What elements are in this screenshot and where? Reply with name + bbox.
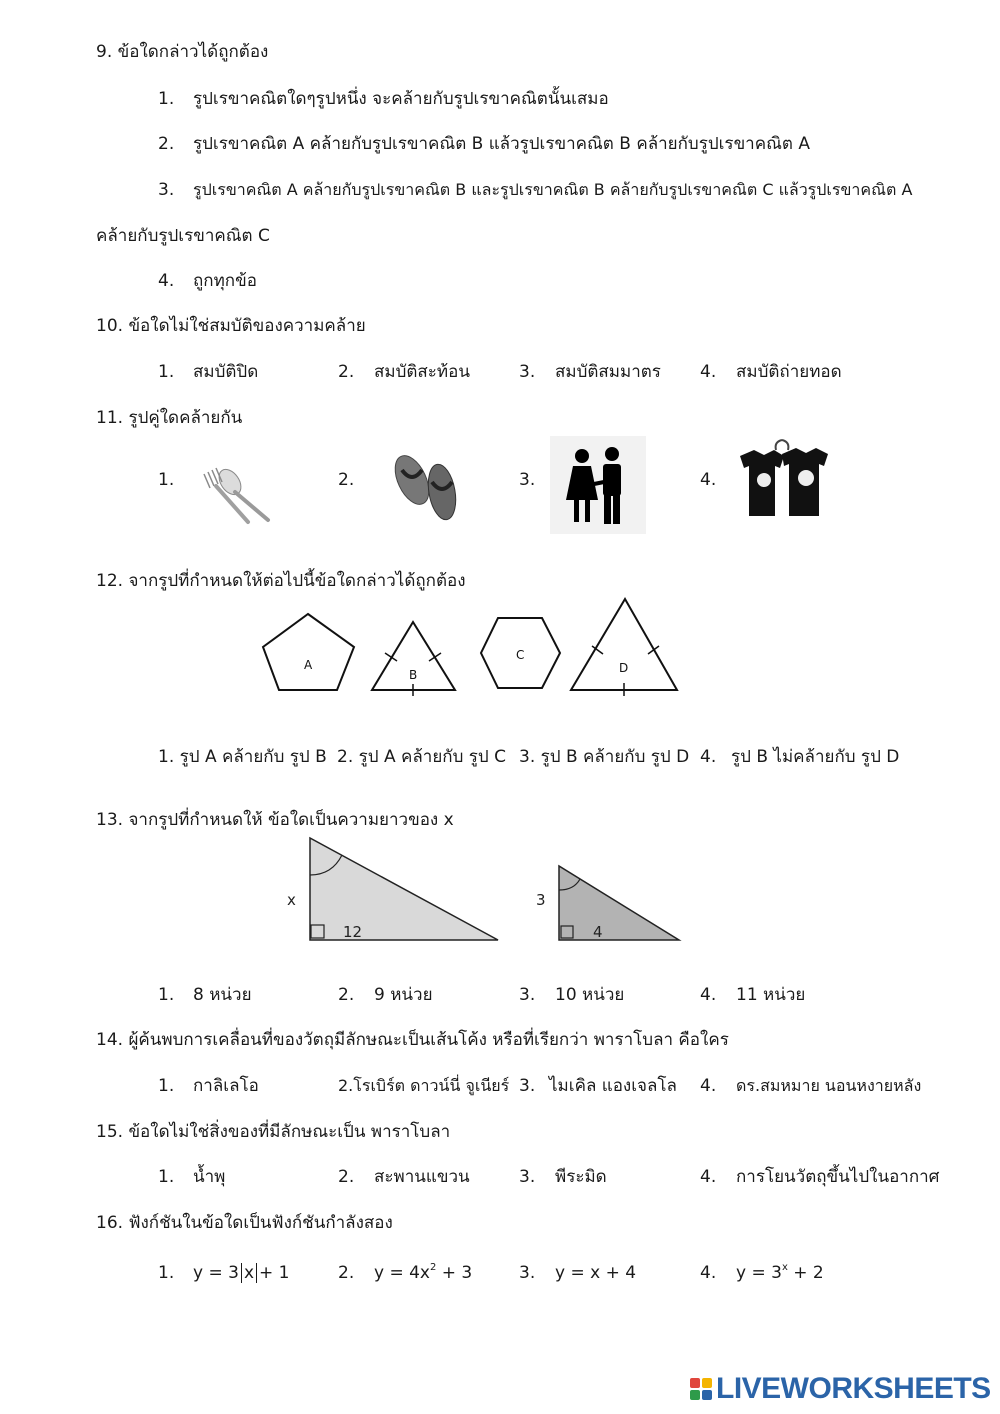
label-x: x bbox=[287, 891, 296, 909]
q13-option-2: 9 หน่วย bbox=[374, 985, 433, 1005]
q9-option-2: รูปเรขาคณิต A คล้ายกับรูปเรขาคณิต B แล้วรูปเรขาคณิต B คล้ายกับรูปเรขาคณิต A bbox=[193, 134, 810, 154]
q15-option-3: พีระมิด bbox=[555, 1167, 607, 1187]
option-number: 1. bbox=[158, 89, 175, 109]
q10-option-3: สมบัติสมมาตร bbox=[555, 362, 661, 382]
option-number: 4. bbox=[700, 985, 717, 1005]
question-11: 11. รูปคู่ใดคล้ายกัน bbox=[96, 408, 243, 428]
option-number: 1. bbox=[158, 985, 175, 1005]
q13-option-1: 8 หน่วย bbox=[193, 985, 252, 1005]
q13-option-3: 10 หน่วย bbox=[555, 985, 625, 1005]
q9-option-3-continued: คล้ายกับรูปเรขาคณิต C bbox=[96, 226, 270, 246]
option-number: 1. bbox=[158, 362, 175, 382]
q9-option-3: รูปเรขาคณิต A คล้ายกับรูปเรขาคณิต B และรูปเรขาคณิต B คล้ายกับรูปเรขาคณิต C แล้วรูปเรขาคณิต A bbox=[193, 180, 913, 199]
q15-option-4: การโยนวัตถุขึ้นไปในอากาศ bbox=[736, 1167, 940, 1187]
option-number: 2. bbox=[338, 362, 355, 382]
option-number: 2. bbox=[158, 134, 175, 154]
option-number: 2. bbox=[338, 1263, 355, 1283]
option-number: 3. bbox=[519, 985, 536, 1005]
q16-option-3: y = x + 4 bbox=[555, 1263, 637, 1283]
q13-option-4: 11 หน่วย bbox=[736, 985, 806, 1005]
couple-tshirts-image bbox=[732, 436, 832, 526]
option-number: 1. bbox=[158, 1167, 175, 1187]
question-9: 9. ข้อใดกล่าวได้ถูกต้อง bbox=[96, 42, 269, 62]
small-triangle bbox=[559, 866, 679, 940]
q14-option-4: ดร.สมหมาย นอนหงายหลัง bbox=[736, 1076, 922, 1095]
pentagon-a bbox=[263, 614, 354, 690]
option-number: 1. bbox=[158, 470, 175, 490]
option-number: 3. bbox=[519, 1076, 536, 1096]
option-number: 3. bbox=[519, 1263, 536, 1283]
shape-label-a: A bbox=[304, 658, 313, 672]
question-16: 16. ฟังก์ชันในข้อใดเป็นฟังก์ชันกำลังสอง bbox=[96, 1213, 393, 1233]
shape-label-d: D bbox=[619, 661, 629, 675]
option-number: 3. bbox=[158, 180, 175, 200]
shape-label-c: C bbox=[516, 648, 525, 662]
q12-shapes-figure bbox=[255, 595, 685, 700]
label-12: 12 bbox=[343, 923, 363, 941]
option-number: 4. bbox=[700, 1076, 717, 1096]
q10-option-1: สมบัติปิด bbox=[193, 362, 259, 382]
option-number: 1. bbox=[158, 1076, 175, 1096]
option-number: 1. bbox=[158, 1263, 175, 1283]
q12-option-4: รูป B ไม่คล้ายกับ รูป D bbox=[731, 747, 900, 767]
q14-option-1: กาลิเลโอ bbox=[193, 1076, 259, 1096]
option-number: 2. bbox=[338, 470, 355, 490]
couple-icon bbox=[550, 436, 646, 534]
triangle-d bbox=[571, 599, 677, 690]
q14-option-2: 2.โรเบิร์ต ดาวน์นี่ จูเนียร์ bbox=[338, 1076, 510, 1095]
option-number: 3. bbox=[519, 1167, 536, 1187]
q9-option-4: ถูกทุกข้อ bbox=[193, 271, 257, 291]
q15-option-2: สะพานแขวน bbox=[374, 1167, 470, 1187]
q13-triangles-figure bbox=[280, 835, 690, 945]
q12-option-3: 3. รูป B คล้ายกับ รูป D bbox=[519, 747, 690, 767]
fork-spoon-image bbox=[190, 462, 280, 552]
brand-text: LIVEWORKSHEETS bbox=[716, 1372, 991, 1405]
q15-option-1: น้ำพุ bbox=[193, 1167, 226, 1187]
label-3: 3 bbox=[536, 891, 546, 909]
option-number: 4. bbox=[700, 362, 717, 382]
q10-option-4: สมบัติถ่ายทอด bbox=[736, 362, 842, 382]
q12-option-1: 1. รูป A คล้ายกับ รูป B bbox=[158, 747, 327, 767]
option-number: 3. bbox=[519, 470, 536, 490]
big-triangle bbox=[310, 838, 498, 940]
question-14: 14. ผู้ค้นพบการเคลื่อนที่ของวัตถุมีลักษณะเป็นเส้นโค้ง หรือที่เรียกว่า พาราโบลา คือใคร bbox=[96, 1030, 729, 1050]
shape-label-b: B bbox=[409, 668, 418, 682]
q14-option-3: ไมเคิล แองเจลโล bbox=[549, 1076, 677, 1096]
question-12: 12. จากรูปที่กำหนดให้ต่อไปนี้ข้อใดกล่าวได้ถูกต้อง bbox=[96, 571, 466, 591]
question-15: 15. ข้อใดไม่ใช่สิ่งของที่มีลักษณะเป็น พาราโบลา bbox=[96, 1122, 451, 1142]
liveworksheets-logo bbox=[690, 1374, 991, 1404]
sandals-image bbox=[390, 448, 466, 528]
label-4: 4 bbox=[593, 923, 603, 941]
option-number: 4. bbox=[158, 271, 175, 291]
q16-option-4: $y = 3^x + 2$ bbox=[736, 1262, 824, 1283]
q16-option-1: y = 3 x + 1 bbox=[193, 1263, 290, 1283]
q9-option-1: รูปเรขาคณิตใดๆรูปหนึ่ง จะคล้ายกับรูปเรขาคณิตนั้นเสมอ bbox=[193, 89, 609, 109]
option-number: 4. bbox=[700, 1167, 717, 1187]
q16-option-2: $y = 4x^2 + 3$ bbox=[374, 1262, 473, 1283]
question-10: 10. ข้อใดไม่ใช่สมบัติของความคล้าย bbox=[96, 316, 366, 336]
option-number: 4. bbox=[700, 747, 717, 767]
q12-option-2: 2. รูป A คล้ายกับ รูป C bbox=[337, 747, 506, 767]
option-number: 2. bbox=[338, 985, 355, 1005]
option-number: 2. bbox=[338, 1167, 355, 1187]
option-number: 4. bbox=[700, 470, 717, 490]
question-13: 13. จากรูปที่กำหนดให้ ข้อใดเป็นความยาวของ x bbox=[96, 810, 454, 830]
logo-icon bbox=[690, 1378, 712, 1400]
option-number: 4. bbox=[700, 1263, 717, 1283]
option-number: 3. bbox=[519, 362, 536, 382]
q10-option-2: สมบัติสะท้อน bbox=[374, 362, 470, 382]
